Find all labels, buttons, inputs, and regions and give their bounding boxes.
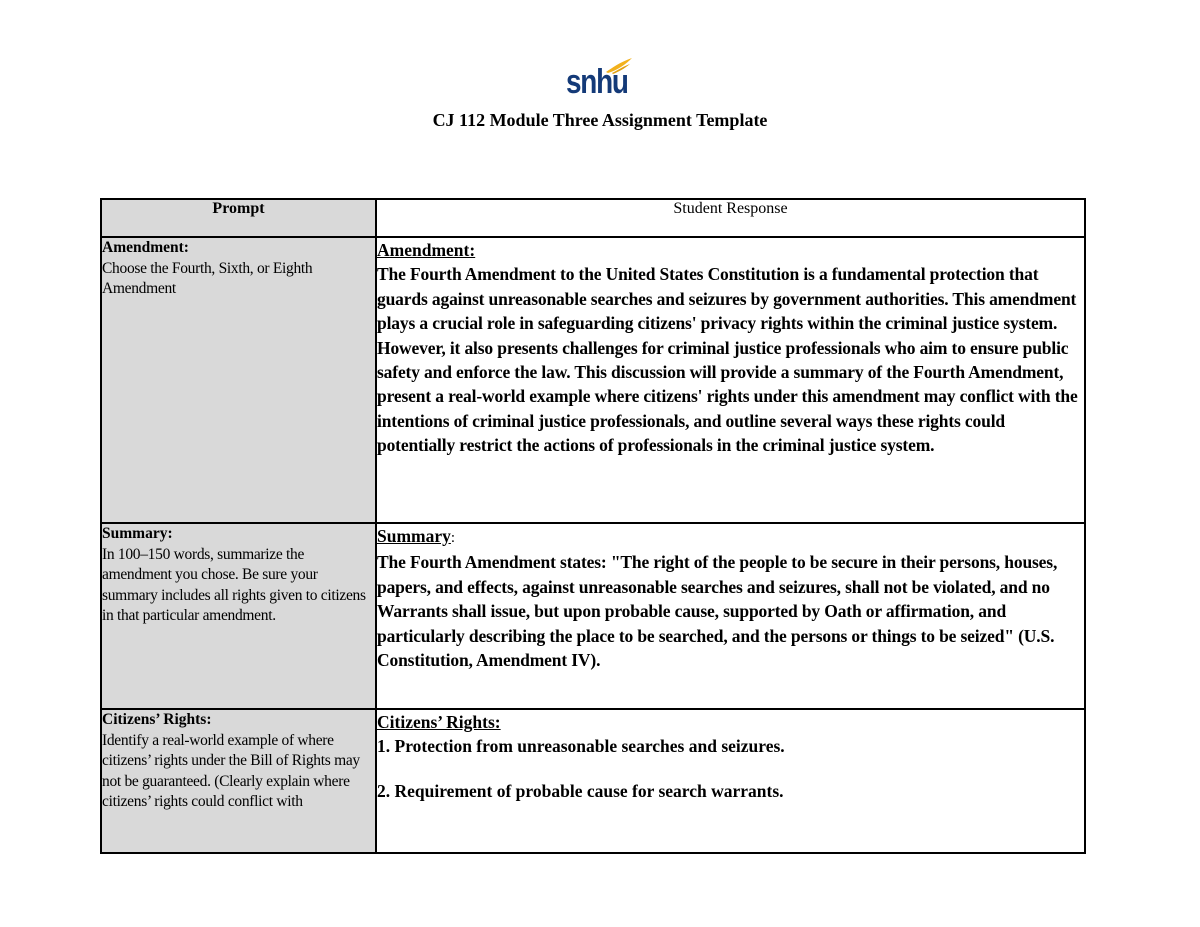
response-cell-citizens-rights[interactable] bbox=[376, 709, 1085, 853]
snhu-logo bbox=[560, 56, 640, 104]
response-cell-amendment[interactable] bbox=[376, 237, 1085, 523]
prompt-description: Choose the Fourth, Sixth, or Eighth Amendment bbox=[102, 259, 313, 297]
prompt-description: Identify a real-world example of where citizens’ rights under the Bill of Rights may not be guaranteed. (Clearly explain where citizens’ rights could conflict with bbox=[102, 731, 360, 810]
prompt-label: Citizens’ Rights: bbox=[102, 711, 212, 728]
header-prompt: Prompt bbox=[101, 199, 376, 237]
prompt-label: Summary: bbox=[102, 525, 173, 542]
response-heading-colon: : bbox=[450, 530, 456, 546]
list-item: 1. Protection from unreasonable searches and seizures. bbox=[377, 736, 785, 757]
response-body: The Fourth Amendment to the United States Constitution is a fundamental protection that guards against unreasonable searches and seizures by government authorities. This amendment plays a crucial role in safeguarding citizens' privacy rights within the criminal justice system. However, it also presents challenges for criminal justice professionals who aim to ensure public safety and enforce the law. This discussion will provide a summary of the Fourth Amendment, present a real-world example where citizens' rights under this amendment may conflict with the intentions of criminal justice professionals, and outline several ways these rights could potentially restrict the actions of professionals in the criminal justice system. bbox=[377, 264, 1078, 456]
assignment-table bbox=[100, 198, 1086, 854]
response-heading: Summary bbox=[377, 526, 451, 546]
prompt-cell-amendment bbox=[101, 237, 376, 523]
list-item: 2. Requirement of probable cause for search warrants. bbox=[377, 780, 784, 801]
prompt-label: Amendment: bbox=[102, 239, 189, 256]
response-heading: Citizens’ Rights: bbox=[377, 712, 501, 732]
table-row-citizens-rights bbox=[101, 709, 1085, 853]
table-header-row bbox=[101, 199, 1085, 237]
table-row-summary bbox=[101, 523, 1085, 709]
header-student-response: Student Response bbox=[376, 199, 1085, 237]
response-heading: Amendment: bbox=[377, 240, 476, 260]
prompt-cell-summary bbox=[101, 523, 376, 709]
document-title: CJ 112 Module Three Assignment Template bbox=[432, 110, 768, 130]
prompt-description: In 100–150 words, summarize the amendment you chose. Be sure your summary includes all rights given to citizens in that particular amendment. bbox=[102, 545, 366, 624]
prompt-cell-citizens-rights bbox=[101, 709, 376, 853]
logo-wordmark: snhu bbox=[566, 63, 628, 101]
response-cell-summary[interactable] bbox=[376, 523, 1085, 709]
table-row-amendment bbox=[101, 237, 1085, 523]
response-body: The Fourth Amendment states: "The right of the people to be secure in their persons, houses, papers, and effects, against unreasonable searches and seizures, shall not be violated, and no Warrants shall issue, but upon probable cause, supported by Oath or affirmation, and particularly describing the place to be searched, and the persons or things to be seized" (U.S. Constitution, Amendment IV). bbox=[377, 552, 1058, 671]
